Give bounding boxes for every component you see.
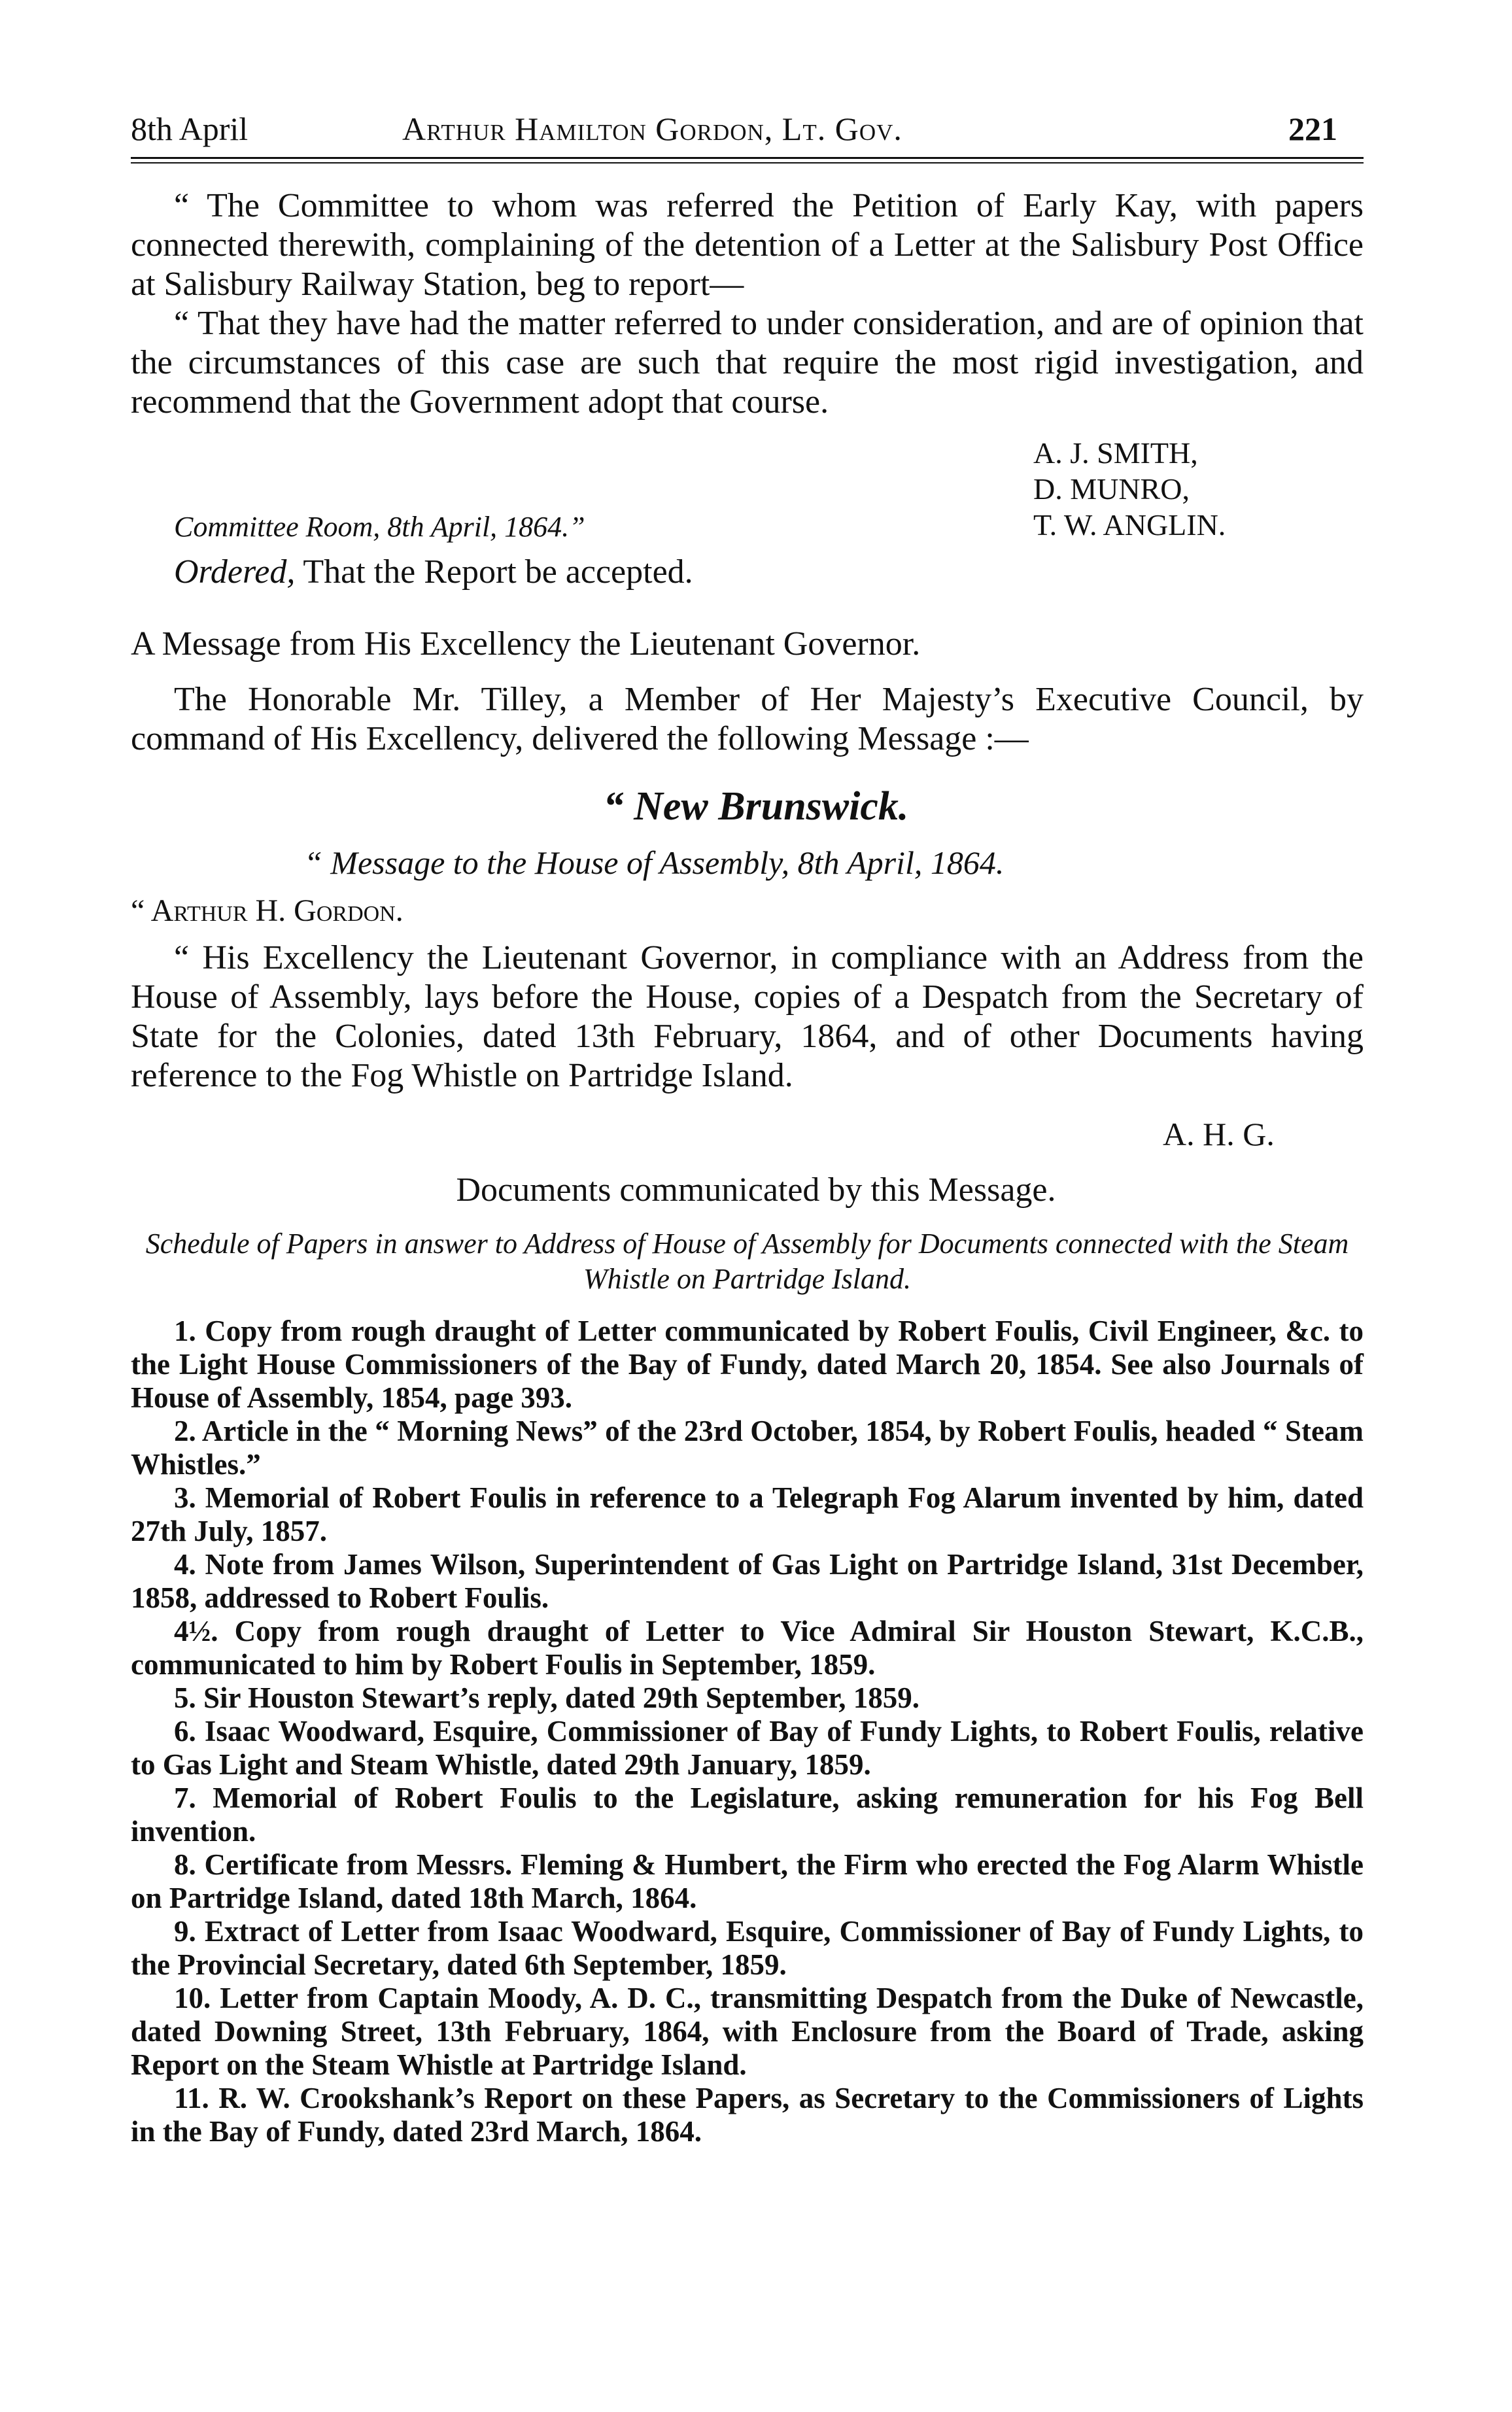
list-item: 6. Isaac Woodward, Esquire, Commissioner of Bay of Fundy Lights, to Robert Foulis, relative to Gas Light and Steam Whistle, dated 29th January, 1859. <box>131 1715 1364 1781</box>
message-heading: A Message from His Excellency the Lieutenant Governor. <box>131 625 921 663</box>
header-rule-bottom <box>131 162 1364 164</box>
list-item: 4½. Copy from rough draught of Letter to Vice Admiral Sir Houston Stewart, K.C.B., communicated to him by Robert Foulis in September, 1859. <box>131 1615 1364 1681</box>
list-item: 7. Memorial of Robert Foulis to the Legislature, asking remuneration for his Fog Bell invention. <box>131 1782 1364 1848</box>
message-title: “ New Brunswick. <box>603 784 909 829</box>
header-rule-top <box>131 157 1364 159</box>
message-from: “ Arthur H. Gordon. <box>131 893 404 928</box>
documents-heading: Documents communicated by this Message. <box>456 1171 1056 1209</box>
signatory-1: A. J. SMITH, <box>1033 436 1198 470</box>
message-subtitle: “ Message to the House of Assembly, 8th April, 1864. <box>304 844 1005 881</box>
ordered-label: Ordered, <box>174 553 296 591</box>
page-number: 221 <box>1288 111 1337 147</box>
message-body <box>131 939 1364 1095</box>
document-list <box>131 1315 1364 2148</box>
list-item: 8. Certificate from Messrs. Fleming & Humbert, the Firm who erected the Fog Alarm Whistle on Partridge Island, dated 18th March, 1864. <box>131 1848 1364 1914</box>
list-item: 3. Memorial of Robert Foulis in reference to a Telegraph Fog Alarum invented by him, dated 27th July, 1857. <box>131 1481 1364 1547</box>
header-title: Arthur Hamilton Gordon, Lt. Gov. <box>402 111 902 147</box>
list-item: 11. R. W. Crookshank’s Report on these Papers, as Secretary to the Commissioners of Lights in the Bay of Fundy, dated 23rd March, 1864. <box>131 2082 1364 2148</box>
committee-report <box>131 186 1364 422</box>
ordered-line <box>174 553 693 591</box>
schedule-description: Schedule of Papers in answer to Address of House of Assembly for Documents connected with the Steam Whistle on Partridge Island. <box>145 1228 1349 1295</box>
message-initials: A. H. G. <box>1163 1116 1275 1152</box>
committee-place-date: Committee Room, 8th April, 1864.” <box>174 511 585 543</box>
ordered-text: That the Report be accepted. <box>303 553 693 591</box>
list-item: 5. Sir Houston Stewart’s reply, dated 29th September, 1859. <box>174 1681 920 1714</box>
report-paragraph-2: “ That they have had the matter referred to under consideration, and are of opinion that the circumstances of this case are such that require the most rigid investigation, and recommend that the Government adopt that course. <box>131 305 1364 421</box>
message-intro-paragraph: The Honorable Mr. Tilley, a Member of Her Majesty’s Executive Council, by command of His Excellency, delivered the following Message :— <box>131 681 1364 757</box>
message-body-paragraph: “ His Excellency the Lieutenant Governor, in compliance with an Address from the House of Assembly, lays before the House, copies of a Despatch from the Secretary of State for the Colonies, dated 13th February, 1864, and of other Documents having reference to the Fog Whistle on Partridge Island. <box>131 939 1364 1094</box>
list-item: 4. Note from James Wilson, Superintendent of Gas Light on Partridge Island, 31st December, 1858, addressed to Robert Foulis. <box>131 1548 1364 1614</box>
signatory-3: T. W. ANGLIN. <box>1033 508 1226 542</box>
list-item: 1. Copy from rough draught of Letter communicated by Robert Foulis, Civil Engineer, &c. to the Light House Commissioners of the Bay of Fundy, dated March 20, 1854. See also Journals of House of Assembly, 1854, page 393. <box>131 1315 1364 1414</box>
message-intro <box>131 680 1364 759</box>
report-paragraph-1: “ The Committee to whom was referred the Petition of Early Kay, with papers connected therewith, complaining of the detention of a Letter at the Salisbury Post Office at Salisbury Railway Station, beg to report— <box>131 187 1364 303</box>
header-date: 8th April <box>131 111 249 147</box>
list-item: 2. Article in the “ Morning News” of the 23rd October, 1854, by Robert Foulis, headed “ Steam Whistles.” <box>131 1415 1364 1481</box>
list-item: 9. Extract of Letter from Isaac Woodward, Esquire, Commissioner of Bay of Fundy Lights, to the Provincial Secretary, dated 6th September, 1859. <box>131 1915 1364 1981</box>
signatory-2: D. MUNRO, <box>1033 472 1190 506</box>
list-item: 10. Letter from Captain Moody, A. D. C., transmitting Despatch from the Duke of Newcastle, dated Downing Street, 13th February, 1864, with Enclosure from the Board of Trade, asking Report on the Steam Whistle at Partridge Island. <box>131 1982 1364 2081</box>
